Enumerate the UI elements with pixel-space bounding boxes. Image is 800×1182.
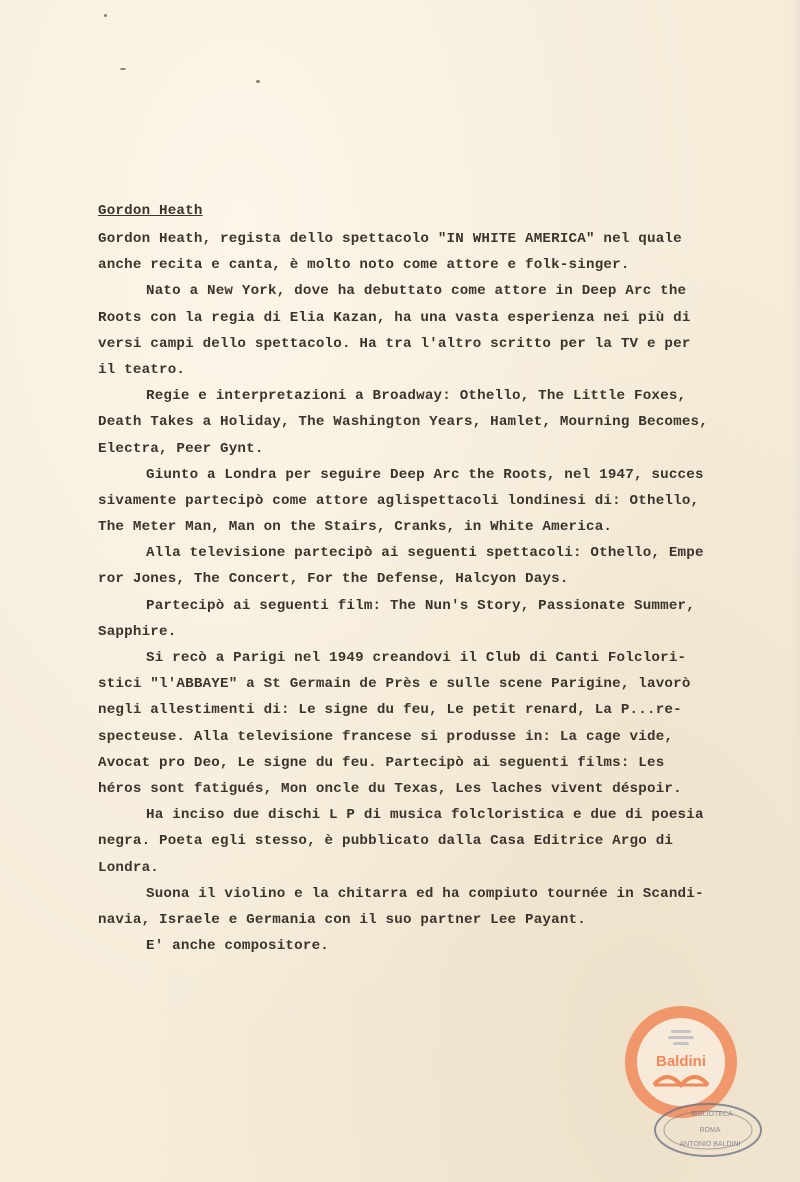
- text-line: anche recita e canta, è molto noto come attore e folk-singer.: [98, 257, 630, 274]
- text-line: navia, Israele e Germania con il suo partner Lee Payant.: [98, 911, 586, 928]
- text-line: negli allestimenti di: Le signe du feu, Le petit renard, La P...re-: [98, 702, 682, 719]
- text-line: sivamente partecipò come attore aglispettacoli londinesi di: Othello,: [98, 492, 700, 509]
- stamp-bottom-text: ANTONIO BALDINI: [679, 1141, 741, 1148]
- document-heading: Gordon Heath: [98, 203, 203, 219]
- paragraph-television: [98, 540, 768, 592]
- logo-text: Baldini: [655, 1053, 707, 1070]
- paragraph-intro: [98, 226, 768, 278]
- text-line: Suona il violino e la chitarra ed ha compiuto tournée in Scandi-: [146, 885, 704, 902]
- text-line: Ha inciso due dischi L P di musica folcloristica e due di poesia: [146, 807, 704, 824]
- paragraph-paris: [98, 645, 768, 802]
- paragraph-music: [98, 881, 768, 933]
- paper-speck: [104, 14, 107, 17]
- text-line: Roots con la regia di Elia Kazan, ha una vasta esperienza nei più di: [98, 309, 691, 326]
- text-line: versi campi dello spettacolo. Ha tra l'altro scritto per la TV e per: [98, 335, 691, 352]
- text-line: specteuse. Alla televisione francese si produsse in: La cage vide,: [98, 728, 674, 745]
- text-line: Giunto a Londra per seguire Deep Arc the Roots, nel 1947, succes: [146, 466, 704, 483]
- text-line: negra. Poeta egli stesso, è pubblicato dalla Casa Editrice Argo di: [98, 833, 674, 850]
- text-line: The Meter Man, Man on the Stairs, Cranks, in White America.: [98, 519, 613, 536]
- paragraph-records: [98, 802, 768, 881]
- typed-document: [98, 200, 768, 959]
- text-line: Si recò a Parigi nel 1949 creandovi il Club di Canti Folclori-: [146, 650, 687, 666]
- text-line: Nato a New York, dove ha debuttato come attore in Deep Arc the: [146, 283, 687, 300]
- text-line: Londra.: [98, 859, 159, 876]
- paragraph-films: [98, 593, 768, 645]
- text-line: Electra, Peer Gynt.: [98, 440, 264, 457]
- text-line: E' anche compositore.: [146, 938, 329, 955]
- text-line: Avocat pro Deo, Le signe du feu. Partecipò ai seguenti films: Les: [98, 754, 665, 771]
- page-edge: [790, 0, 800, 1182]
- stamp-top-text: BIBLIOTECA: [691, 1111, 733, 1118]
- stamp-middle-text: ROMA: [699, 1127, 721, 1134]
- text-line: Sapphire.: [98, 623, 177, 640]
- paper-speck: [120, 68, 126, 70]
- text-line: il teatro.: [98, 361, 186, 378]
- text-line: Regie e interpretazioni a Broadway: Othello, The Little Foxes,: [146, 388, 687, 405]
- text-line: Gordon Heath, regista dello spettacolo "IN WHITE AMERICA" nel quale: [98, 231, 682, 247]
- paragraph-broadway: [98, 383, 768, 462]
- paragraph-london: [98, 462, 768, 541]
- paragraph-composer: [98, 933, 768, 959]
- paragraph-origins: [98, 278, 768, 383]
- text-line: stici "l'ABBAYE" a St Germain de Près e sulle scene Parigine, lavorò: [98, 676, 691, 693]
- text-line: Death Takes a Holiday, The Washington Years, Hamlet, Mourning Becomes,: [98, 414, 708, 431]
- text-line: Alla televisione partecipò ai seguenti spettacoli: Othello, Empe: [146, 545, 704, 562]
- library-oval-stamp: [652, 1100, 764, 1160]
- text-line: ror Jones, The Concert, For the Defense, Halcyon Days.: [98, 571, 569, 588]
- text-line: Partecipò ai seguenti film: The Nun's Story, Passionate Summer,: [146, 597, 695, 614]
- paper-speck: [256, 80, 260, 83]
- text-line: héros sont fatigués, Mon oncle du Texas, Les laches vivent déspoir.: [98, 780, 682, 797]
